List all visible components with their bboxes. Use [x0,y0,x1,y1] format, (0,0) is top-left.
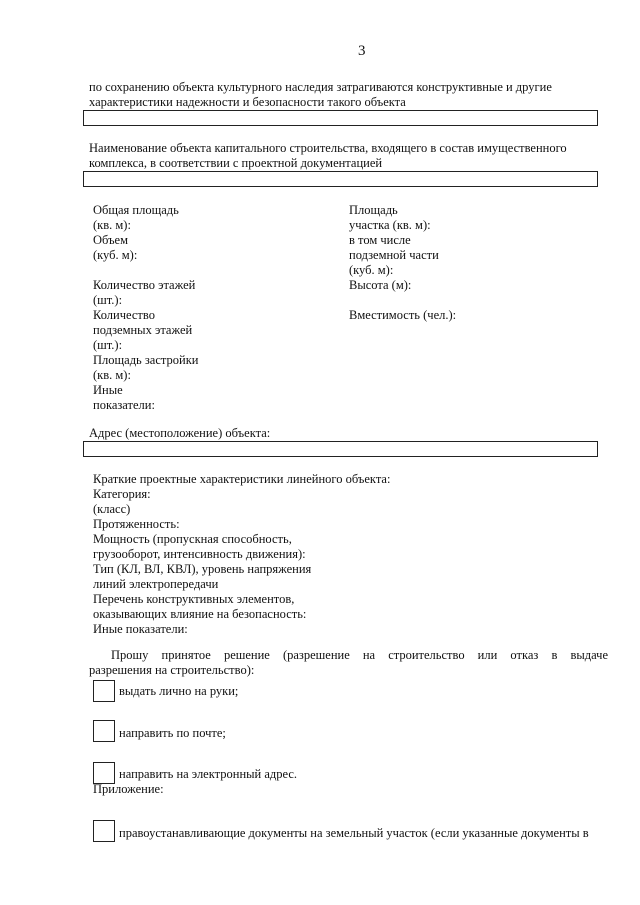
indicator-underground-part-unit: (куб. м): [349,263,394,277]
linear-object-block [93,472,390,637]
address-label: Адрес (местоположение) объекта: [89,426,271,440]
attachment-checkbox[interactable] [93,820,115,842]
linear-heading: Краткие проектные характеристики линейного объекта: [93,472,391,486]
address-input-box[interactable] [83,441,598,457]
indicator-building-area-label: Площадь застройки [93,353,199,367]
section1-line-2: характеристики надежности и безопасности такого объекта [89,95,406,109]
section1-input-box[interactable] [83,110,598,126]
linear-elements: Перечень конструктивных элементов, [93,592,295,606]
option-email-label: направить на электронный адрес. [119,767,298,781]
request-line-1: Прошу принятое решение (разрешение на строительство или отказ в выдаче [111,648,608,662]
linear-category: Категория: [93,487,151,501]
indicator-underground-part-label: в том числе [349,233,411,247]
indicator-underground-label-2: подземных этажей [93,323,193,337]
indicator-height-label: Высота (м): [349,278,412,292]
linear-length: Протяженность: [93,517,180,531]
linear-elements-2: оказывающих влияние на безопасность: [93,607,307,621]
attachment-item-label: правоустанавливающие документы на земельный участок (если указанные документы в [119,826,589,840]
indicator-other-label: Иные [93,383,123,397]
indicator-underground-label: Количество [93,308,155,322]
option-mail-checkbox[interactable] [93,720,115,742]
linear-type-2: линий электропередачи [93,577,219,591]
option-in-person-label: выдать лично на руки; [119,684,239,698]
indicator-underground-unit: (шт.): [93,338,123,352]
section2-line-1: Наименование объекта капитального строительства, входящего в состав имущественного [89,141,567,155]
section1-line-1: по сохранению объекта культурного наследия затрагиваются конструктивные и другие [89,80,552,94]
indicator-floors-unit: (шт.): [93,293,123,307]
indicator-volume-label: Объем [93,233,128,247]
page-number: 3 [358,43,366,59]
indicator-building-area-unit: (кв. м): [93,368,131,382]
attachment-label: Приложение: [93,782,164,796]
indicator-capacity-label: Вместимость (чел.): [349,308,457,322]
option-in-person-checkbox[interactable] [93,680,115,702]
indicator-volume-unit: (куб. м): [93,248,138,262]
linear-class: (класс) [93,502,131,516]
linear-other: Иные показатели: [93,622,188,636]
linear-capacity: Мощность (пропускная способность, [93,532,292,546]
spacer [93,263,198,278]
linear-type: Тип (КЛ, ВЛ, КВЛ), уровень напряжения [93,562,312,576]
indicator-floors-label: Количество этажей [93,278,196,292]
indicator-plot-area-label: Площадь [349,203,398,217]
option-email-checkbox[interactable] [93,762,115,784]
indicator-total-area-label: Общая площадь [93,203,179,217]
indicators-left-column [93,203,198,413]
indicator-other-label-2: показатели: [93,398,155,412]
linear-capacity-2: грузооборот, интенсивность движения): [93,547,306,561]
section2-input-box[interactable] [83,171,598,187]
request-line-2: разрешения на строительство): [89,663,255,677]
section2-line-2: комплекса, в соответствии с проектной документацией [89,156,383,170]
indicator-underground-part-label-2: подземной части [349,248,439,262]
indicator-plot-area-unit: участка (кв. м): [349,218,431,232]
indicator-total-area-unit: (кв. м): [93,218,131,232]
indicators-right-column [349,203,456,323]
spacer [349,293,456,308]
option-mail-label: направить по почте; [119,726,226,740]
